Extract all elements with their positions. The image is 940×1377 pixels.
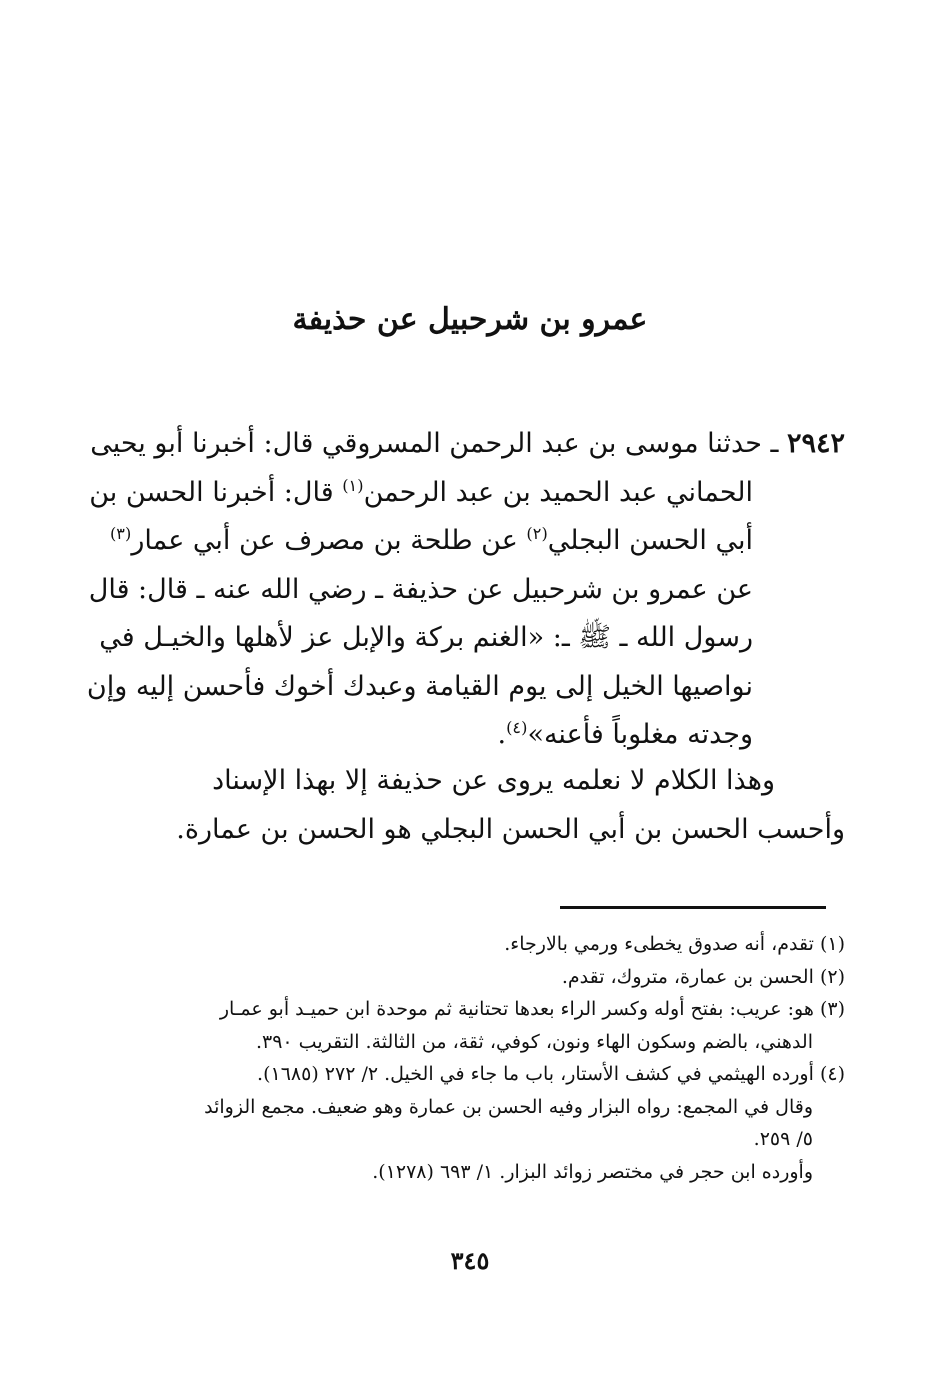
footnote-number: (٤) [819, 1063, 845, 1085]
footnote-number: (٢) [819, 965, 845, 988]
footnote-number: (١) [819, 933, 845, 955]
commentary-line-1: وهذا الكلام لا نعلمه يروى عن حذيفة إلا بهذا الإسناد [212, 765, 775, 796]
footnote-ref-3: (٣) [109, 524, 132, 543]
footnote-1: (١) تقدم، أنه صدوق يخطىء ورمي بالارجاء. [504, 933, 845, 955]
footnote-2: (٢) الحسن بن عمارة، متروك، تقدم. [561, 965, 845, 988]
hadith-line-7: وجدته مغلوباً فأعنه»$^{(٤)}$. [497, 718, 753, 750]
page-number: ٣٤٥ [450, 1246, 490, 1275]
hadith-line-5: رسول الله ـ ﷺ ـ: «الغنم بركة والإبل عز لأهلها والخيـل في [99, 622, 753, 653]
footnote-divider [560, 906, 826, 909]
hadith-number: ٢٩٤٢ [786, 428, 845, 459]
hadith-line-6: نواصيها الخيل إلى يوم القيامة وعبدك أخوك فأحسن إليه وإن [86, 670, 753, 702]
footnote-4: (٤) أورده الهيثمي في كشف الأستار، باب ما جاء في الخيل. ٢/ ٢٧٢ (١٦٨٥). وقال في المجمع: رواه البزار وفيه الحسن بن عمارة وهو ضعيف. مجمع الزوائد ٥/ ٢٥٩. وأورده ابن حجر في مختصر زوائد البزار. ١/ ٦٩٣ (١٢٧٨). [204, 1063, 845, 1183]
hadith-text [86, 420, 845, 760]
footnote-ref-2: (٢) [526, 524, 548, 543]
hadith-line-4: عن عمرو بن شرحبيل عن حذيفة ـ رضي الله عنه ـ قال: قال [88, 573, 753, 605]
footnote-ref-4: (٤) [506, 718, 528, 737]
footnote-3: (٣) هو: عريب: بفتح أوله وكسر الراء بعدها تحتانية ثم موحدة ابن حميـد أبو عمـار الدهني، بالضم وسكون الهاء ونون، كوفي، ثقة، من الثالثة. التقريب ٣٩٠. [219, 998, 845, 1053]
footnotes [140, 928, 845, 1188]
hadith-line-1: ٢٩٤٢ ـ حدثنا موسى بن عبد الرحمن المسروقي قال: أخبرنا أبو يحيى [90, 428, 845, 459]
footnote-ref-1: (١) [342, 475, 364, 495]
commentary-paragraph [140, 757, 845, 854]
footnote-number: (٣) [819, 998, 845, 1020]
commentary-line-2: وأحسب الحسن بن أبي الحسن البجلي هو الحسن بن عمارة. [176, 813, 845, 845]
chapter-title: عمرو بن شرحبيل عن حذيفة [292, 302, 648, 337]
hadith-line-3: أبي الحسن البجلي$^{(٢)}$ عن طلحة بن مصرف عن أبي عمار$^{(٣)}$ [109, 524, 753, 556]
hadith-line-2: الحماني عبد الحميد بن عبد الرحمن$^{(١)}$ قال: أخبرنا الحسن بن [89, 475, 753, 508]
